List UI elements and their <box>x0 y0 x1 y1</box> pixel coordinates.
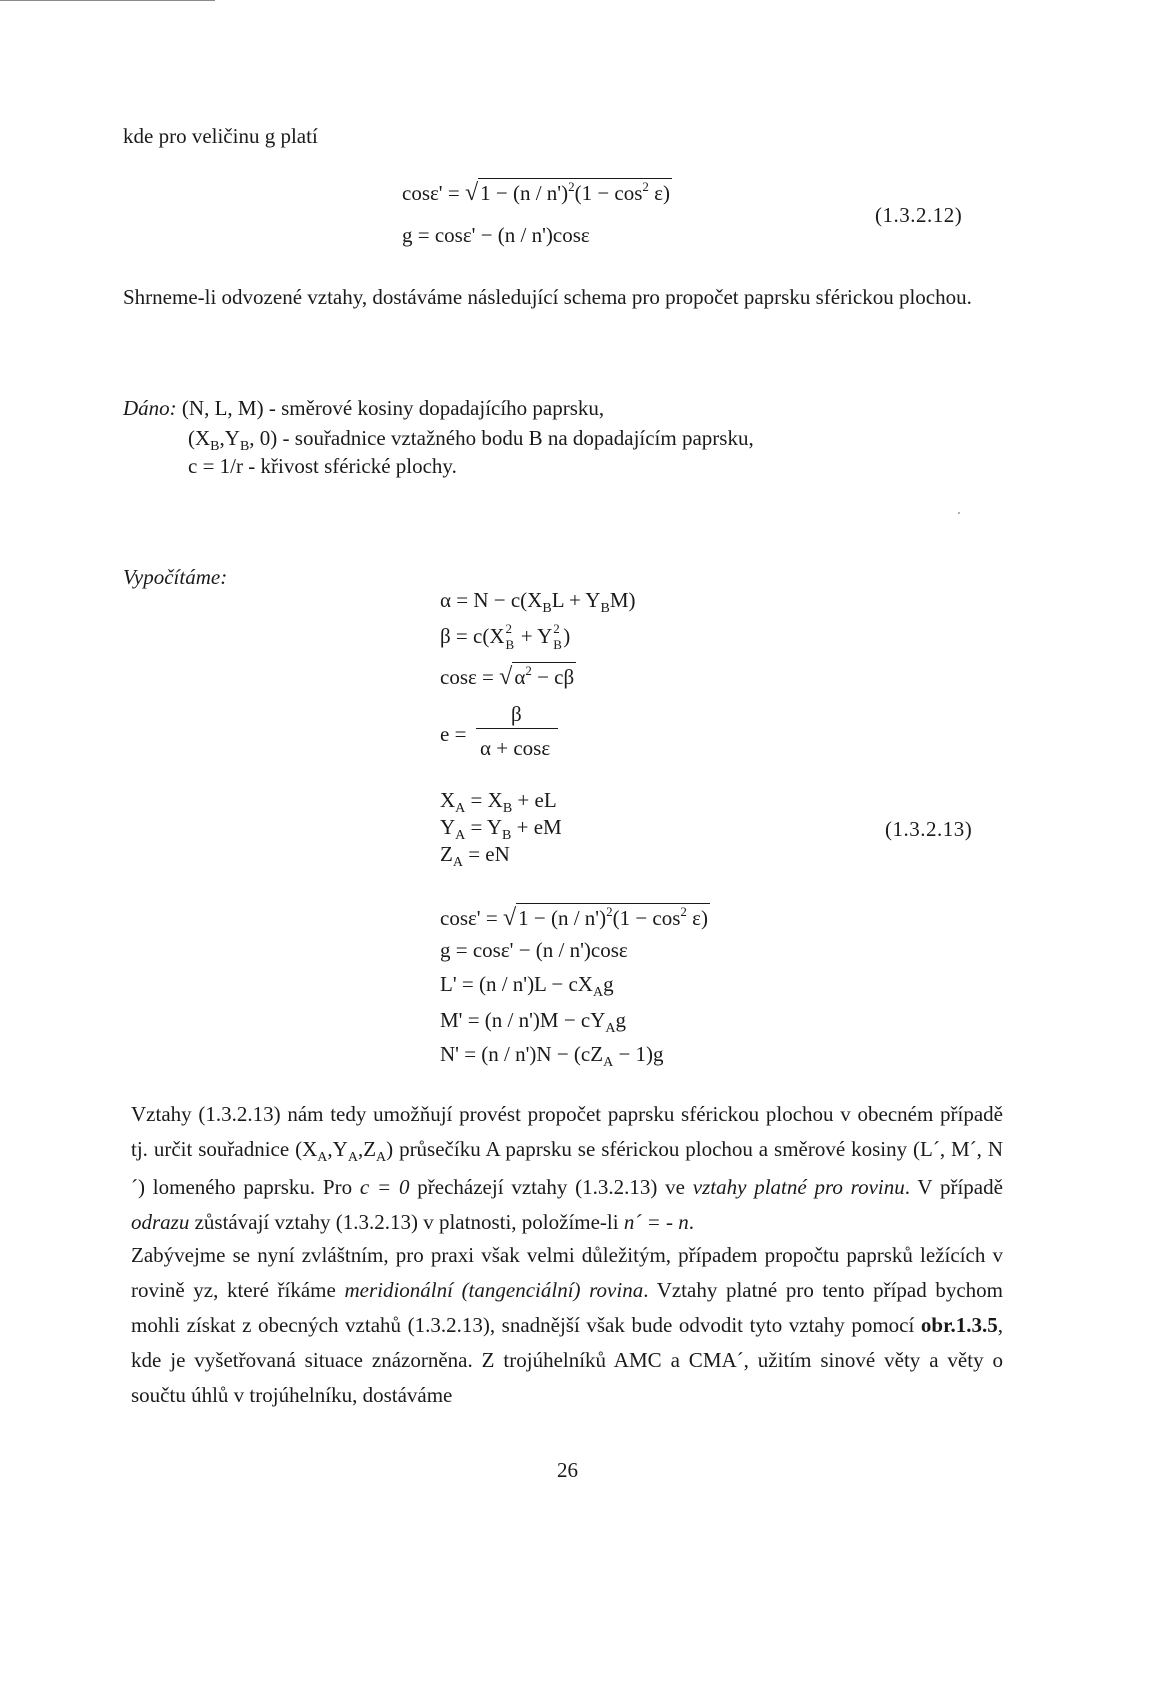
fraction-bar <box>476 728 558 729</box>
eq-za: $Z_A$ = eN <box>440 842 510 870</box>
eq-e <box>440 700 580 770</box>
eq-e-lhs: e = <box>440 722 467 746</box>
dano-line1: Dáno: (N, L, M) - směrové kosiny dopadajícího paprsku, <box>123 396 605 420</box>
sqrt-sign: √ <box>499 664 513 690</box>
eq-alpha: $\alpha = N - c(X_BL + Y_BM)$ <box>440 588 636 616</box>
eq-g: g = cosε' − (n / n')cosε <box>440 938 628 962</box>
eq-m-prime: $M' = (n / n')M - cY_Ag$ <box>440 1008 627 1036</box>
dano-line2: ($X_B,Y_B$, 0) - souřadnice vztažného bodu B na dopadajícím paprsku, <box>188 426 754 454</box>
eq-e-denominator: α + cosε <box>480 736 551 760</box>
dano-label: Dáno: <box>123 396 177 420</box>
eq-number-13: (1.3.2.13) <box>885 817 973 841</box>
page-number: 26 <box>557 1458 578 1482</box>
eq-xa: $X_A = X_B$ + eL <box>440 788 557 816</box>
eq-number-12: (1.3.2.12) <box>875 203 963 227</box>
eq-n-prime: $N' = (n / n')N - (cZ_A - 1)g$ <box>440 1042 664 1070</box>
top-rule <box>0 0 215 1</box>
eq-ya: $Y_A = Y_B$ + eM <box>440 815 562 843</box>
eq-12-row2: g = cosε' − (n / n')cosε <box>402 223 590 247</box>
summary-paragraph: Shrneme-li odvozené vztahy, dostáváme následující schema pro propočet paprsku sférickou plochou. <box>123 285 972 309</box>
eq-cose: $\cos\varepsilon = √\alpha^2 - c\beta$ <box>440 663 575 690</box>
sqrt-sign: √ <box>502 905 517 931</box>
eq-e-numerator: β <box>511 702 522 726</box>
beta-y-indices: 2 B <box>553 621 562 653</box>
intro-line: kde pro veličinu g platí <box>123 124 318 148</box>
beta-x-indices: 2 B <box>505 621 515 653</box>
paragraph-zabyvejme: Zabývejme se nyní zvláštním, pro praxi však velmi důležitým, případem propočtu paprsků ležících v rovině yz, které říkáme meridionální (tangenciální) rovina. Vztahy platné pro tento případ bychom mohli získat z obecných vztahů (1.3.2.13), snadnější však bude odvodit tyto vztahy pomocí obr.1.3.5, kde je vyšetřovaná situace znázorněna. Z trojúhelníků AMC a CMA´, užitím sinové věty a věty o součtu úhlů v trojúhelníku, dostáváme <box>131 1243 1004 1407</box>
vypocitame-label: Vypočítáme: <box>123 565 228 589</box>
eq-l-prime: $L' = (n / n')L - cX_Ag$ <box>440 972 614 1000</box>
sqrt-sign: √ <box>464 180 479 206</box>
eq-12-row1: $\cos\varepsilon' = √1 - (n / n')^2(1 - \cos^2 \varepsilon)$ <box>402 179 670 206</box>
dano-line3: c = 1/r - křivost sférické plochy. <box>188 454 457 478</box>
eq-cose-prime: $\cos\varepsilon' = √1 - (n / n')^2(1 - \cos^2 \varepsilon)$ <box>440 904 708 931</box>
scan-speck <box>958 512 960 514</box>
eq-beta: β = c(X 2 B + Y 2 B ) <box>440 621 571 653</box>
paragraph-vztahy: Vztahy (1.3.2.13) nám tedy umožňují provést propočet paprsku sférickou plochou v obecném případě tj. určit souřadnice $(X_A,Y_A,Z_A)$ průsečíku A paprsku se sférickou plochou a směrové kosiny (L´, M´, N´) lomeného paprsku. Pro c = 0 přecházejí vztahy (1.3.2.13) ve vztahy platné pro rovinu. V případě odrazu zůstávají vztahy (1.3.2.13) v platnosti, položíme-li n´ = - n. <box>131 1102 1003 1234</box>
